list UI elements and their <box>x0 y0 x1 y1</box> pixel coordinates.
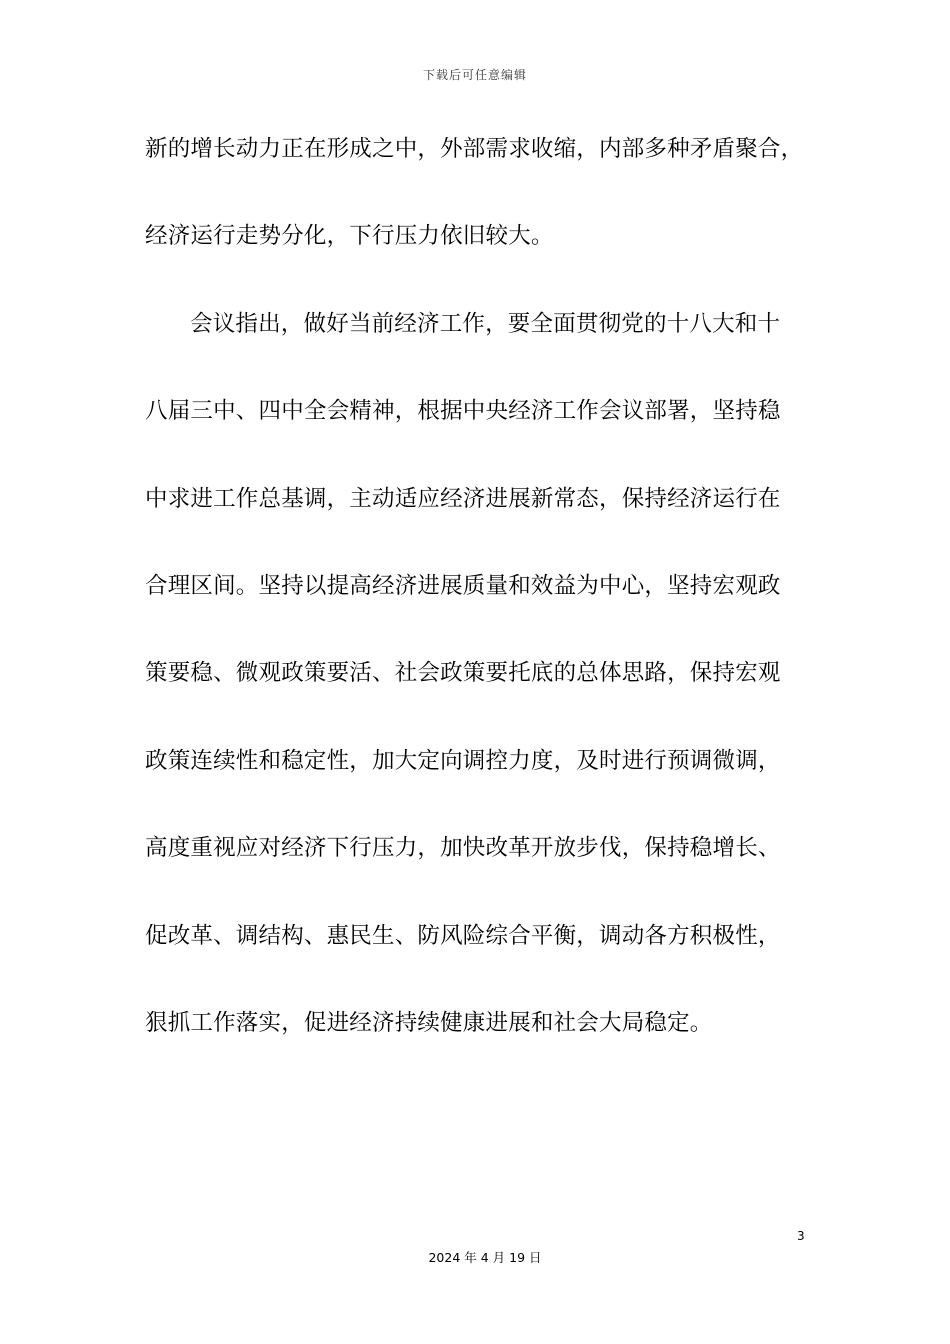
paragraph-line: 政策连续性和稳定性，加大定向调控力度，及时进行预调微调， <box>145 747 781 774</box>
paragraph-line: 新的增长动力正在形成之中，外部需求收缩，内部多种矛盾聚合， <box>145 136 804 162</box>
paragraph-line: 经济运行走势分化，下行压力依旧较大。 <box>145 223 554 250</box>
paragraph-line: 八届三中、四中全会精神，根据中央经济工作会议部署，坚持稳 <box>145 398 781 425</box>
paragraph-line: 促改革、调结构、惠民生、防风险综合平衡，调动各方积极性， <box>145 922 781 949</box>
body-text <box>145 106 805 1067</box>
header-note: 下载后可任意编辑 <box>422 68 527 82</box>
paragraph-line: 会议指出，做好当前经济工作，要全面贯彻党的十八大和十 <box>190 310 781 337</box>
paragraph-line: 合理区间。坚持以提高经济进展质量和效益为中心，坚持宏观政 <box>145 572 781 599</box>
footer-date: 2024 年 4 月 19 日 <box>428 1250 542 1265</box>
paragraph-line: 高度重视应对经济下行压力，加快改革开放步伐，保持稳增长、 <box>145 835 781 862</box>
page-number: 3 <box>797 1229 805 1243</box>
paragraph-line: 狠抓工作落实，促进经济持续健康进展和社会大局稳定。 <box>145 1009 713 1036</box>
paragraph-line: 中求进工作总基调，主动适应经济进展新常态，保持经济运行在 <box>145 485 781 512</box>
paragraph-line: 策要稳、微观政策要活、社会政策要托底的总体思路，保持宏观 <box>145 660 781 687</box>
